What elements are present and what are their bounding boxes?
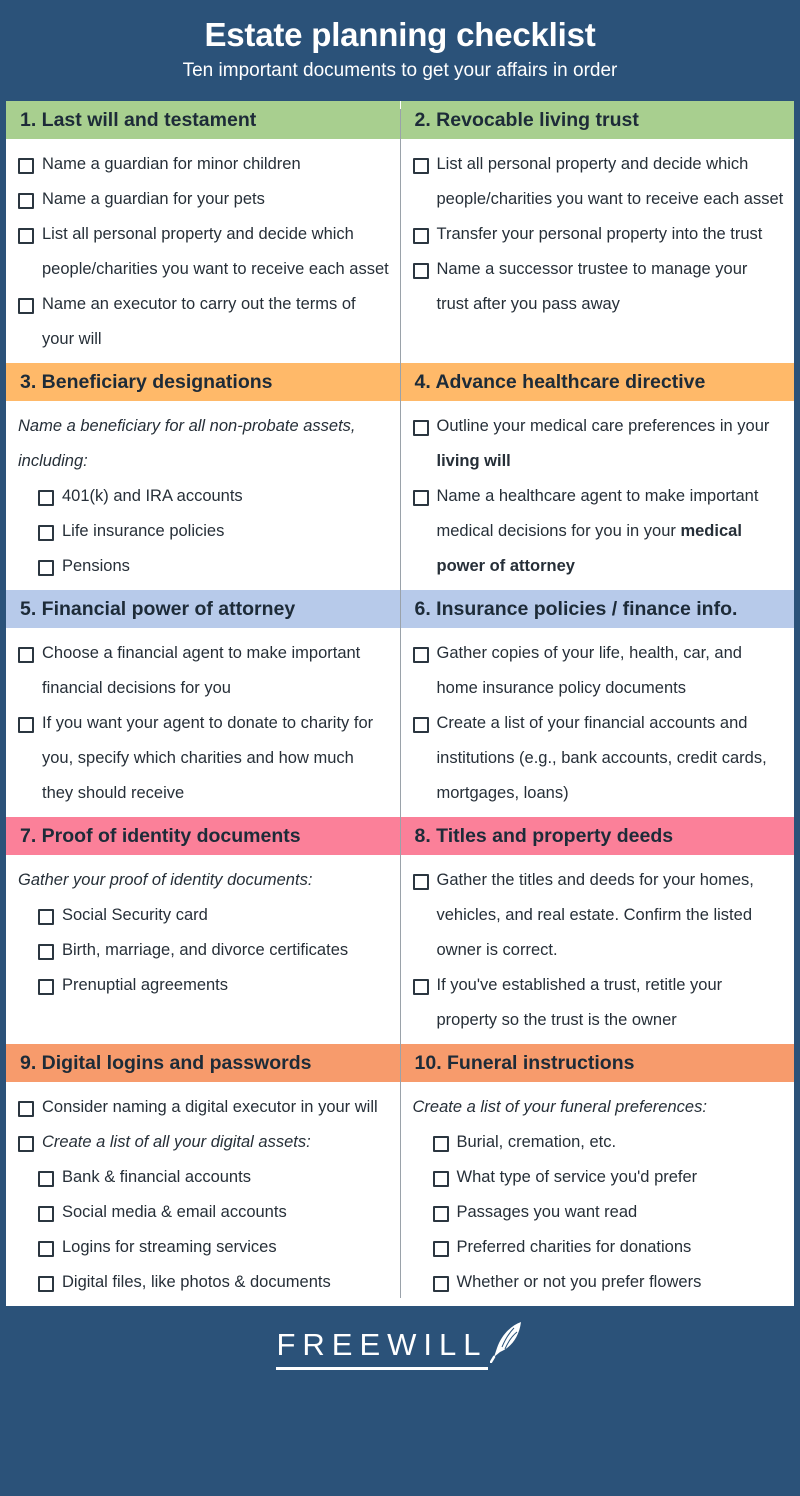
checklist-item[interactable] [413,1230,785,1265]
checklist-item[interactable] [413,217,785,252]
section-header-2: 2. Revocable living trust [401,101,795,139]
checklist-item[interactable] [18,933,390,968]
checklist-item-label: What type of service you'd prefer [456,1168,698,1186]
checklist-item[interactable] [413,1265,785,1300]
checklist-item[interactable] [413,1160,785,1195]
checklist-item[interactable] [18,287,390,357]
section-header-5: 5. Financial power of attorney [6,590,400,628]
checkbox-icon[interactable] [433,1136,449,1152]
checklist-item[interactable] [413,863,785,968]
checklist-item-label: List all personal property and decide which people/charities you want to receive each asset [42,225,389,278]
checkbox-icon[interactable] [18,1101,34,1117]
checklist-item-label: Create a list of all your digital assets: [42,1133,311,1151]
checklist-section-10 [401,1044,795,1306]
checklist-item[interactable] [18,479,390,514]
section-header-6: 6. Insurance policies / finance info. [401,590,795,628]
checklist-section-6 [401,590,795,817]
quill-icon [490,1319,524,1368]
checklist-item-label: Logins for streaming services [62,1238,277,1256]
page-subtitle: Ten important documents to get your affairs in order [182,60,618,81]
checklist-item[interactable] [413,636,785,706]
section-lead-text: Create a list of your funeral preferences: [412,1098,707,1116]
checklist-board [6,101,794,1306]
checklist-section-8 [401,817,795,1044]
section-body-7 [6,855,400,1005]
checklist-item[interactable] [18,217,390,287]
checkbox-icon[interactable] [38,909,54,925]
checkbox-icon[interactable] [38,1206,54,1222]
checkbox-icon[interactable] [18,158,34,174]
checklist-item[interactable] [18,898,390,933]
section-body-2 [401,139,795,324]
checklist-item[interactable] [18,1090,390,1125]
checklist-item[interactable] [18,147,390,182]
section-header-3: 3. Beneficiary designations [6,363,400,401]
section-body-8 [401,855,795,1040]
checkbox-icon[interactable] [38,1171,54,1187]
checklist-item-label: Social Security card [62,906,208,924]
checklist-item-label: Outline your medical care preferences in your living will [436,417,770,470]
checklist-item-label: 401(k) and IRA accounts [62,487,243,505]
checklist-section-3 [6,363,400,590]
checkbox-icon[interactable] [413,263,429,279]
checklist-item[interactable] [413,252,785,322]
section-body-10 [401,1082,795,1302]
checklist-item[interactable] [18,706,390,811]
checklist-item-label: Name an executor to carry out the terms of your will [42,295,356,348]
checkbox-icon[interactable] [18,717,34,733]
section-body-1 [6,139,400,359]
checklist-item[interactable] [413,1125,785,1160]
checklist-item-label: Life insurance policies [62,522,225,540]
checklist-item-label: Social media & email accounts [62,1203,287,1221]
checklist-item-label: Name a guardian for your pets [42,190,265,208]
section-body-9 [6,1082,400,1302]
checklist-item[interactable] [413,147,785,217]
checkbox-icon[interactable] [38,560,54,576]
checklist-section-1 [6,101,400,363]
checklist-item[interactable] [413,706,785,811]
checkbox-icon[interactable] [433,1276,449,1292]
checklist-item-label: Bank & financial accounts [62,1168,251,1186]
checklist-item[interactable] [18,514,390,549]
checkbox-icon[interactable] [38,1276,54,1292]
checkbox-icon[interactable] [413,158,429,174]
section-header-8: 8. Titles and property deeds [401,817,795,855]
header-banner [0,0,800,101]
checklist-item-label: Digital files, like photos & documents [62,1273,331,1291]
checklist-item-label: Burial, cremation, etc. [456,1133,617,1151]
section-header-10: 10. Funeral instructions [401,1044,795,1082]
checklist-item-label: Transfer your personal property into the trust [436,225,763,243]
checklist-column-left [6,101,400,1306]
checklist-item-label: Choose a financial agent to make important financial decisions for you [42,644,361,697]
section-header-9: 9. Digital logins and passwords [6,1044,400,1082]
checklist-item-label: Name a healthcare agent to make important medical decisions for you in your medical power of attorney [436,487,759,575]
section-header-1: 1. Last will and testament [6,101,400,139]
checklist-item[interactable] [18,1195,390,1230]
page-title: Estate planning checklist [204,16,596,53]
checkbox-icon[interactable] [413,490,429,506]
checklist-item-label: Gather the titles and deeds for your homes, vehicles, and real estate. Confirm the listed owner is correct. [436,871,754,959]
checkbox-icon[interactable] [433,1171,449,1187]
checkbox-icon[interactable] [413,874,429,890]
checklist-item-label: List all personal property and decide which people/charities you want to receive each asset [436,155,784,208]
freewill-logo [276,1319,523,1370]
checkbox-icon[interactable] [413,647,429,663]
checkbox-icon[interactable] [413,979,429,995]
checklist-item[interactable] [18,182,390,217]
section-header-7: 7. Proof of identity documents [6,817,400,855]
checklist-section-7 [6,817,400,1044]
checkbox-icon[interactable] [38,490,54,506]
checkbox-icon[interactable] [413,228,429,244]
section-lead-text: Gather your proof of identity documents: [18,871,313,889]
section-body-3 [6,401,400,586]
section-body-5 [6,628,400,813]
checkbox-icon[interactable] [38,525,54,541]
section-lead-text: Name a beneficiary for all non-probate assets, including: [18,417,356,470]
checkbox-icon[interactable] [18,298,34,314]
checklist-item[interactable] [413,409,785,479]
checklist-item-label: Gather copies of your life, health, car, and home insurance policy documents [436,644,742,697]
checklist-item[interactable] [18,1230,390,1265]
checkbox-icon[interactable] [38,979,54,995]
checklist-item[interactable] [18,1160,390,1195]
checklist-item-label: Prenuptial agreements [62,976,229,994]
checklist-section-9 [6,1044,400,1306]
checklist-section-4 [401,363,795,590]
checklist-item-label: If you want your agent to donate to charity for you, specify which charities and how much they should receive [42,714,374,802]
checkbox-icon[interactable] [413,717,429,733]
footer-banner [0,1306,800,1382]
checklist-item-label: Name a successor trustee to manage your trust after you pass away [436,260,748,313]
checklist-item-label: If you've established a trust, retitle your property so the trust is the owner [436,976,723,1029]
checklist-item[interactable] [18,1265,390,1300]
checklist-item-label: Create a list of your financial accounts and institutions (e.g., bank accounts, credit cards, mortgages, loans) [436,714,767,802]
checkbox-icon[interactable] [433,1206,449,1222]
checkbox-icon[interactable] [38,944,54,960]
checklist-section-2 [401,101,795,363]
section-header-4: 4. Advance healthcare directive [401,363,795,401]
checklist-item-label: Preferred charities for donations [456,1238,692,1256]
checklist-item-label: Consider naming a digital executor in your will [42,1098,378,1116]
checkbox-icon[interactable] [18,1136,34,1152]
section-body-6 [401,628,795,813]
checklist-item-label: Whether or not you prefer flowers [456,1273,702,1291]
checklist-item[interactable] [413,968,785,1038]
checklist-item[interactable] [18,636,390,706]
checklist-column-right [401,101,795,1306]
checklist-item-label: Birth, marriage, and divorce certificates [62,941,349,959]
freewill-logo-text: FREEWILL [276,1328,487,1370]
checkbox-icon[interactable] [433,1241,449,1257]
checkbox-icon[interactable] [38,1241,54,1257]
checklist-item[interactable] [18,968,390,1003]
section-body-4 [401,401,795,586]
checkbox-icon[interactable] [413,420,429,436]
checkbox-icon[interactable] [18,647,34,663]
checkbox-icon[interactable] [18,193,34,209]
checklist-item[interactable] [413,1195,785,1230]
checklist-item[interactable] [413,479,785,584]
checklist-item[interactable] [18,549,390,584]
checklist-item[interactable] [18,1125,390,1160]
checklist-section-5 [6,590,400,817]
checkbox-icon[interactable] [18,228,34,244]
checklist-item-label: Passages you want read [456,1203,638,1221]
checklist-item-label: Name a guardian for minor children [42,155,301,173]
checklist-item-label: Pensions [62,557,130,575]
checklist-grid [6,101,794,1306]
